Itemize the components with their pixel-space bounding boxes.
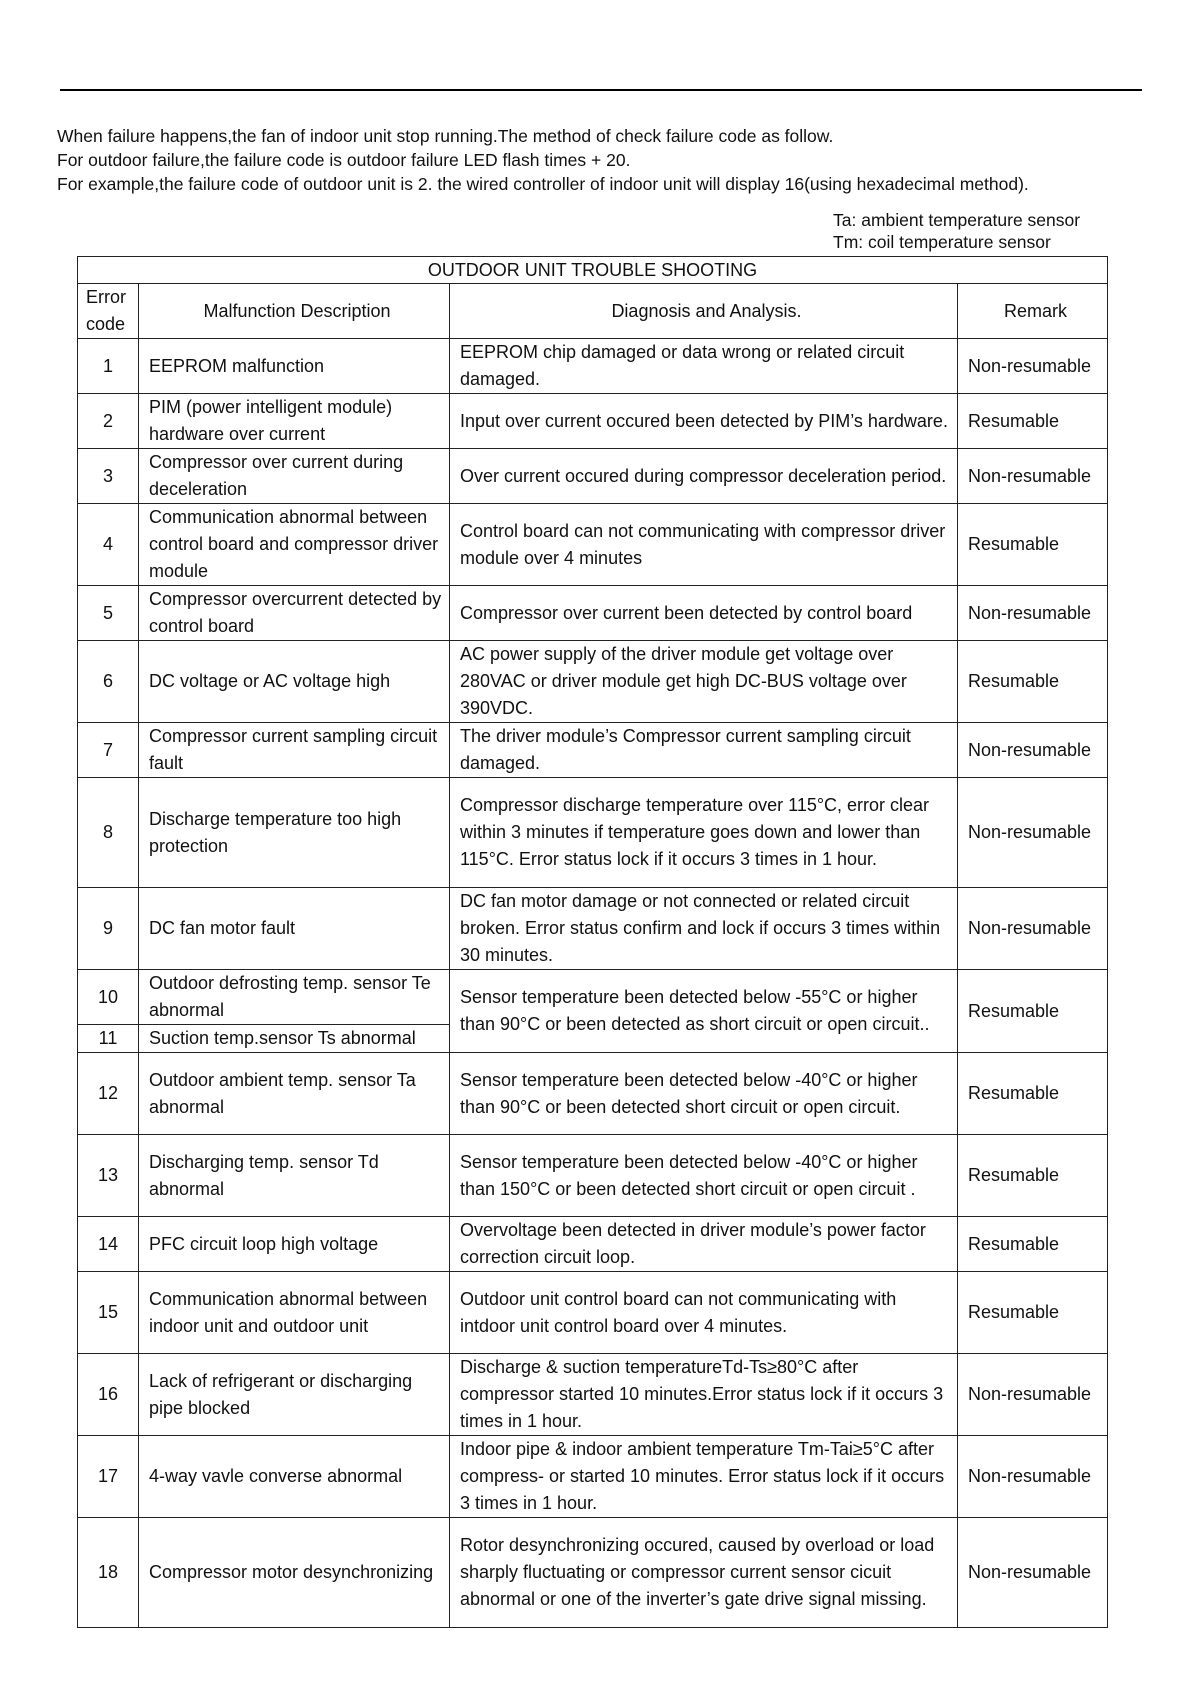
remark: Non-resumable — [958, 1354, 1108, 1436]
malfunction-description: PFC circuit loop high voltage — [139, 1217, 450, 1272]
diagnosis-analysis: DC fan motor damage or not connected or related circuit broken. Error status confirm and lock if occurs 3 times within 30 minutes. — [450, 888, 958, 970]
diagnosis-analysis: Input over current occured been detected by PIM’s hardware. — [450, 394, 958, 449]
table-row — [78, 394, 1108, 449]
error-code: 6 — [78, 641, 139, 723]
malfunction-description: PIM (power intelligent module) hardware over current — [139, 394, 450, 449]
diagnosis-analysis: Control board can not communicating with compressor driver module over 4 minutes — [450, 504, 958, 586]
table-row — [78, 888, 1108, 970]
malfunction-description: DC fan motor fault — [139, 888, 450, 970]
header-malfunction: Malfunction Description — [139, 284, 450, 339]
diagnosis-analysis: Discharge & suction temperatureTd-Ts≥80°C after compressor started 10 minutes.Error status lock if it occurs 3 times in 1 hour. — [450, 1354, 958, 1436]
diagnosis-analysis: Sensor temperature been detected below -40°C or higher than 90°C or been detected short circuit or open circuit. — [450, 1053, 958, 1135]
error-code: 4 — [78, 504, 139, 586]
table-row — [78, 1272, 1108, 1354]
malfunction-description: Compressor over current during deceleration — [139, 449, 450, 504]
intro-line-1: When failure happens,the fan of indoor unit stop running.The method of check failure code as follow. — [57, 126, 834, 146]
malfunction-description: Compressor overcurrent detected by control board — [139, 586, 450, 641]
table-row — [78, 1518, 1108, 1628]
error-code: 8 — [78, 778, 139, 888]
error-code: 7 — [78, 723, 139, 778]
header-error-code-line1: Error — [86, 287, 126, 307]
error-code: 3 — [78, 449, 139, 504]
remark: Resumable — [958, 1217, 1108, 1272]
table-row — [78, 970, 1108, 1025]
error-code: 13 — [78, 1135, 139, 1217]
malfunction-description: Outdoor ambient temp. sensor Ta abnormal — [139, 1053, 450, 1135]
header-error-code-line2: code — [86, 314, 126, 334]
malfunction-description: Suction temp.sensor Ts abnormal — [139, 1025, 450, 1053]
malfunction-description: Outdoor defrosting temp. sensor Te abnormal — [139, 970, 450, 1025]
diagnosis-analysis: Overvoltage been detected in driver module’s power factor correction circuit loop. — [450, 1217, 958, 1272]
intro-text — [57, 124, 1157, 196]
table-row — [78, 586, 1108, 641]
table-row — [78, 1354, 1108, 1436]
top-rule — [60, 89, 1142, 91]
remark: Non-resumable — [958, 778, 1108, 888]
header-diagnosis: Diagnosis and Analysis. — [450, 284, 958, 339]
table-row — [78, 1217, 1108, 1272]
table-row — [78, 641, 1108, 723]
error-code: 17 — [78, 1436, 139, 1518]
trouble-shooting-table — [77, 256, 1108, 1628]
remark: Resumable — [958, 394, 1108, 449]
error-code: 1 — [78, 339, 139, 394]
remark: Non-resumable — [958, 586, 1108, 641]
remark: Resumable — [958, 1135, 1108, 1217]
error-code: 11 — [78, 1025, 139, 1053]
diagnosis-analysis: Over current occured during compressor deceleration period. — [450, 449, 958, 504]
diagnosis-analysis: The driver module’s Compressor current sampling circuit damaged. — [450, 723, 958, 778]
diagnosis-analysis: Sensor temperature been detected below -55°C or higher than 90°C or been detected as short circuit or open circuit.. — [450, 970, 958, 1053]
header-remark: Remark — [958, 284, 1108, 339]
malfunction-description: Communication abnormal between control board and compressor driver module — [139, 504, 450, 586]
diagnosis-analysis: Compressor discharge temperature over 115°C, error clear within 3 minutes if temperature goes down and lower than 115°C. Error status lock if it occurs 3 times in 1 hour. — [450, 778, 958, 888]
legend-ta: Ta: ambient temperature sensor — [833, 210, 1081, 230]
remark: Non-resumable — [958, 888, 1108, 970]
malfunction-description: Compressor current sampling circuit fault — [139, 723, 450, 778]
error-code: 15 — [78, 1272, 139, 1354]
error-code: 10 — [78, 970, 139, 1025]
malfunction-description: Discharging temp. sensor Td abnormal — [139, 1135, 450, 1217]
remark: Resumable — [958, 641, 1108, 723]
remark: Resumable — [958, 970, 1108, 1053]
table-row — [78, 1053, 1108, 1135]
diagnosis-analysis: Indoor pipe & indoor ambient temperature Tm-Tai≥5°C after compress- or started 10 minutes. Error status lock if it occurs 3 times in 1 hour. — [450, 1436, 958, 1518]
error-code: 9 — [78, 888, 139, 970]
malfunction-description: Communication abnormal between indoor unit and outdoor unit — [139, 1272, 450, 1354]
error-code: 16 — [78, 1354, 139, 1436]
table-row — [78, 504, 1108, 586]
legend-tm: Tm: coil temperature sensor — [833, 232, 1051, 252]
table-row — [78, 778, 1108, 888]
table-row — [78, 723, 1108, 778]
sensor-legend — [833, 209, 1080, 253]
malfunction-description: Discharge temperature too high protection — [139, 778, 450, 888]
remark: Resumable — [958, 504, 1108, 586]
table-row — [78, 1135, 1108, 1217]
diagnosis-analysis: Sensor temperature been detected below -40°C or higher than 150°C or been detected short circuit or open circuit . — [450, 1135, 958, 1217]
remark: Non-resumable — [958, 1518, 1108, 1628]
remark: Non-resumable — [958, 723, 1108, 778]
error-code: 5 — [78, 586, 139, 641]
diagnosis-analysis: AC power supply of the driver module get voltage over 280VAC or driver module get high DC-BUS voltage over 390VDC. — [450, 641, 958, 723]
remark: Non-resumable — [958, 1436, 1108, 1518]
diagnosis-analysis: Outdoor unit control board can not communicating with intdoor unit control board over 4 minutes. — [450, 1272, 958, 1354]
remark: Resumable — [958, 1272, 1108, 1354]
intro-line-2: For outdoor failure,the failure code is outdoor failure LED flash times + 20. — [57, 150, 631, 170]
table-row — [78, 449, 1108, 504]
table-title: OUTDOOR UNIT TROUBLE SHOOTING — [78, 257, 1108, 284]
error-code: 18 — [78, 1518, 139, 1628]
malfunction-description: EEPROM malfunction — [139, 339, 450, 394]
remark: Non-resumable — [958, 339, 1108, 394]
intro-line-3: For example,the failure code of outdoor unit is 2. the wired controller of indoor unit will display 16(using hexadecimal method). — [57, 174, 1029, 194]
error-code: 12 — [78, 1053, 139, 1135]
diagnosis-analysis: Compressor over current been detected by control board — [450, 586, 958, 641]
malfunction-description: DC voltage or AC voltage high — [139, 641, 450, 723]
malfunction-description: Compressor motor desynchronizing — [139, 1518, 450, 1628]
table-row — [78, 339, 1108, 394]
error-code: 2 — [78, 394, 139, 449]
remark: Resumable — [958, 1053, 1108, 1135]
diagnosis-analysis: Rotor desynchronizing occured, caused by overload or load sharply fluctuating or compressor current sensor cicuit abnormal or one of the inverter’s gate drive signal missing. — [450, 1518, 958, 1628]
diagnosis-analysis: EEPROM chip damaged or data wrong or related circuit damaged. — [450, 339, 958, 394]
malfunction-description: Lack of refrigerant or discharging pipe blocked — [139, 1354, 450, 1436]
header-error-code — [78, 284, 139, 339]
table-row — [78, 1436, 1108, 1518]
error-code: 14 — [78, 1217, 139, 1272]
malfunction-description: 4-way vavle converse abnormal — [139, 1436, 450, 1518]
remark: Non-resumable — [958, 449, 1108, 504]
